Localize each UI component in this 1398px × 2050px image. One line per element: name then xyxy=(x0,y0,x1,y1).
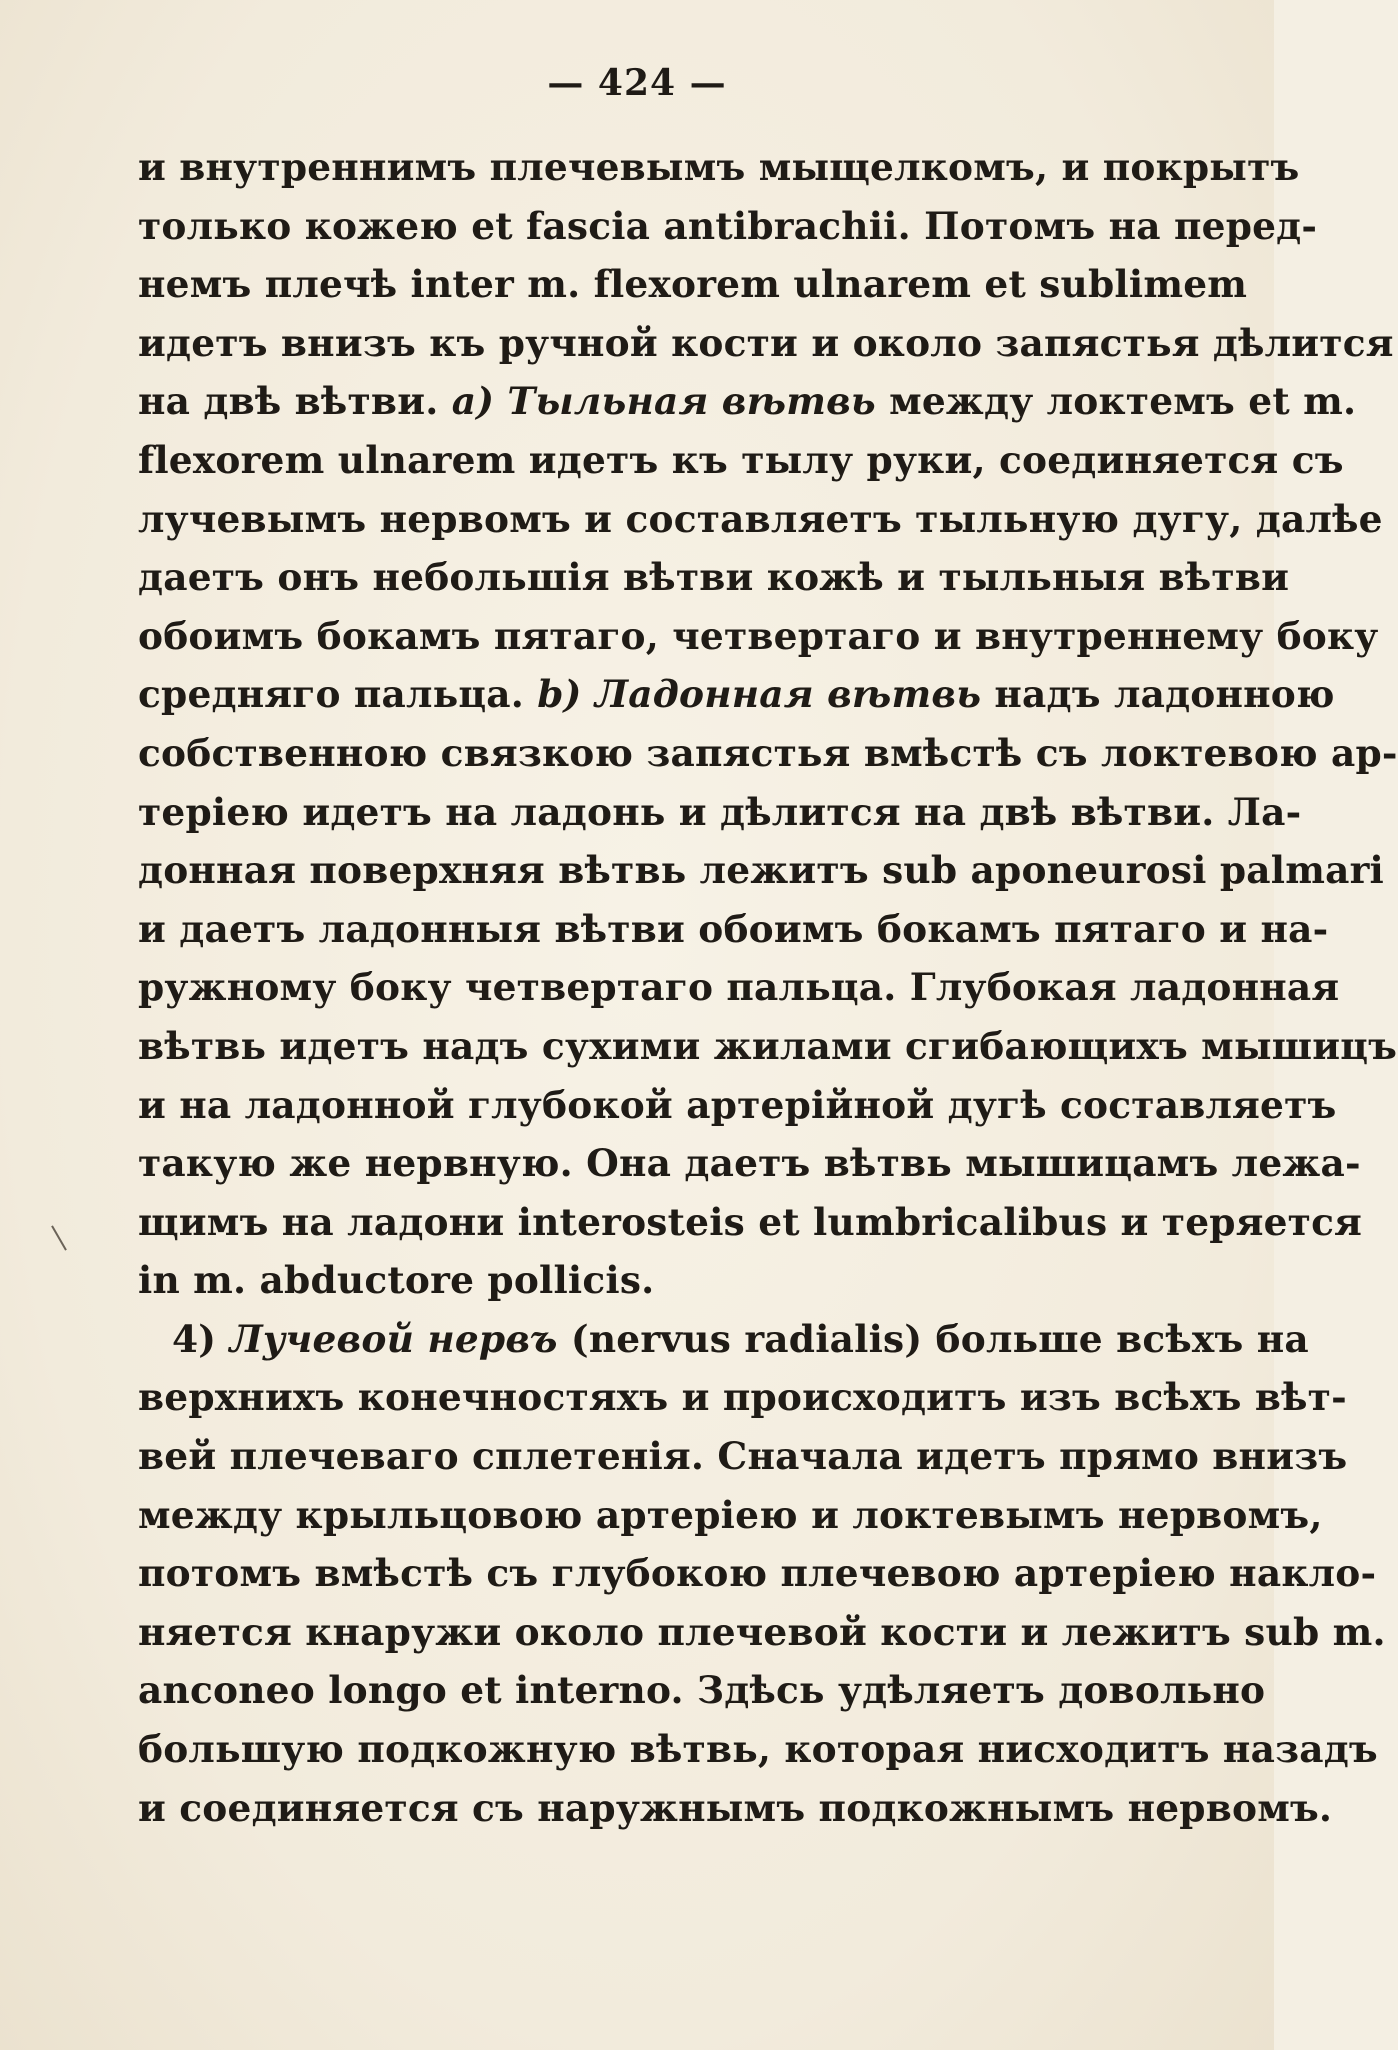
text-segment: in m. abductore pollicis. xyxy=(138,1258,655,1303)
text-segment: и на ладонной глубокой артерійной дугѣ составляетъ xyxy=(138,1082,1337,1127)
text-line xyxy=(138,1427,1348,1486)
text-segment: anconeo longo et interno. Здѣсь удѣляетъ довольно xyxy=(138,1668,1266,1713)
body-text xyxy=(138,138,1398,1837)
text-segment: вей плечеваго сплетенія. Сначала идетъ прямо внизъ xyxy=(138,1434,1348,1479)
text-line xyxy=(138,197,1318,256)
margin-mark xyxy=(51,1225,67,1250)
text-segment: и даетъ ладонныя вѣтви обоимъ бокамъ пятаго и на- xyxy=(138,906,1329,951)
text-segment: собственною связкою запястья вмѣстѣ съ локтевою ар- xyxy=(138,730,1398,775)
italic-term: a) Тыльная вѣтвь xyxy=(451,379,876,424)
text-line xyxy=(138,372,1357,431)
text-line xyxy=(138,841,1384,900)
text-segment: на двѣ вѣтви. xyxy=(138,379,452,424)
text-segment: между локтемъ et m. xyxy=(875,379,1357,424)
text-line xyxy=(138,138,1300,197)
text-segment: такую же нервную. Она даетъ вѣтвь мышицамъ лежа- xyxy=(138,1141,1361,1186)
text-segment: идетъ внизъ къ ручной кости и около запястья дѣлится xyxy=(138,320,1394,365)
text-line xyxy=(138,665,1335,724)
text-line xyxy=(138,1310,1309,1369)
text-line xyxy=(138,607,1379,666)
text-line xyxy=(138,1251,1203,1310)
text-line xyxy=(138,783,1302,842)
text-segment: вѣтвь идетъ надъ сухими жилами сгибающихъ мышицъ xyxy=(138,1023,1398,1068)
text-line xyxy=(138,1603,1386,1662)
text-line xyxy=(138,314,1394,373)
italic-term: b) Ладонная вѣтвь xyxy=(537,672,982,717)
text-segment: средняго пальца. xyxy=(138,672,538,717)
text-segment: обоимъ бокамъ пятаго, четвертаго и внутреннему боку xyxy=(138,613,1379,658)
text-segment: и внутреннимъ плечевымъ мыщелкомъ, и покрытъ xyxy=(138,145,1300,189)
text-line xyxy=(138,1720,1378,1779)
text-line xyxy=(138,255,1248,314)
text-line xyxy=(138,1661,1266,1720)
text-line xyxy=(138,958,1340,1017)
text-segment: потомъ вмѣстѣ съ глубокою плечевою артеріею накло- xyxy=(138,1551,1377,1596)
text-segment: донная поверхняя вѣтвь лежитъ sub aponeurosi palmari xyxy=(138,848,1384,893)
text-line xyxy=(138,1017,1398,1076)
text-segment: няется кнаружи около плечевой кости и лежитъ sub m. xyxy=(138,1609,1386,1654)
text-segment: верхнихъ конечностяхъ и происходитъ изъ всѣхъ вѣт- xyxy=(138,1375,1347,1420)
text-segment: flexorem ulnarem идетъ къ тылу руки, соединяется съ xyxy=(138,437,1344,482)
text-line xyxy=(138,1544,1377,1603)
page-number: — 424 — xyxy=(547,62,727,104)
text-line xyxy=(138,900,1329,959)
text-line xyxy=(138,548,1290,607)
text-segment: между крыльцовою артеріею и локтевымъ нервомъ, xyxy=(138,1492,1323,1537)
text-segment: надъ ладонною xyxy=(981,672,1335,717)
text-line xyxy=(138,431,1344,490)
text-line xyxy=(138,1076,1337,1135)
text-line xyxy=(138,1368,1347,1427)
text-line xyxy=(138,1779,1333,1838)
text-segment: только кожею et fascia antibrachii. Потомъ на перед- xyxy=(138,203,1318,248)
text-segment: теріею идетъ на ладонь и дѣлится на двѣ вѣтви. Ла- xyxy=(138,789,1302,834)
text-line xyxy=(138,1486,1323,1545)
italic-term: Лучевой нервъ xyxy=(229,1316,558,1361)
text-segment: большую подкожную вѣтвь, которая нисходитъ назадъ xyxy=(138,1727,1378,1772)
text-segment: и соединяется съ наружнымъ подкожнымъ нервомъ. xyxy=(138,1785,1333,1830)
text-line xyxy=(138,490,1383,549)
text-segment: даетъ онъ небольшія вѣтви кожѣ и тыльныя вѣтви xyxy=(138,555,1290,600)
text-line xyxy=(138,1134,1361,1193)
text-segment: щимъ на ладони interosteis et lumbricalibus и теряется xyxy=(138,1199,1363,1244)
text-line xyxy=(138,1193,1363,1252)
text-segment: ружному боку четвертаго пальца. Глубокая ладонная xyxy=(138,965,1340,1010)
text-segment: (nervus radialis) больше всѣхъ на xyxy=(557,1316,1309,1361)
text-segment: лучевымъ нервомъ и составляетъ тыльную дугу, далѣе xyxy=(138,496,1383,541)
text-segment: 4) xyxy=(172,1316,230,1361)
text-segment: немъ плечѣ inter m. flexorem ulnarem et sublimem xyxy=(138,262,1248,307)
text-line xyxy=(138,724,1398,783)
